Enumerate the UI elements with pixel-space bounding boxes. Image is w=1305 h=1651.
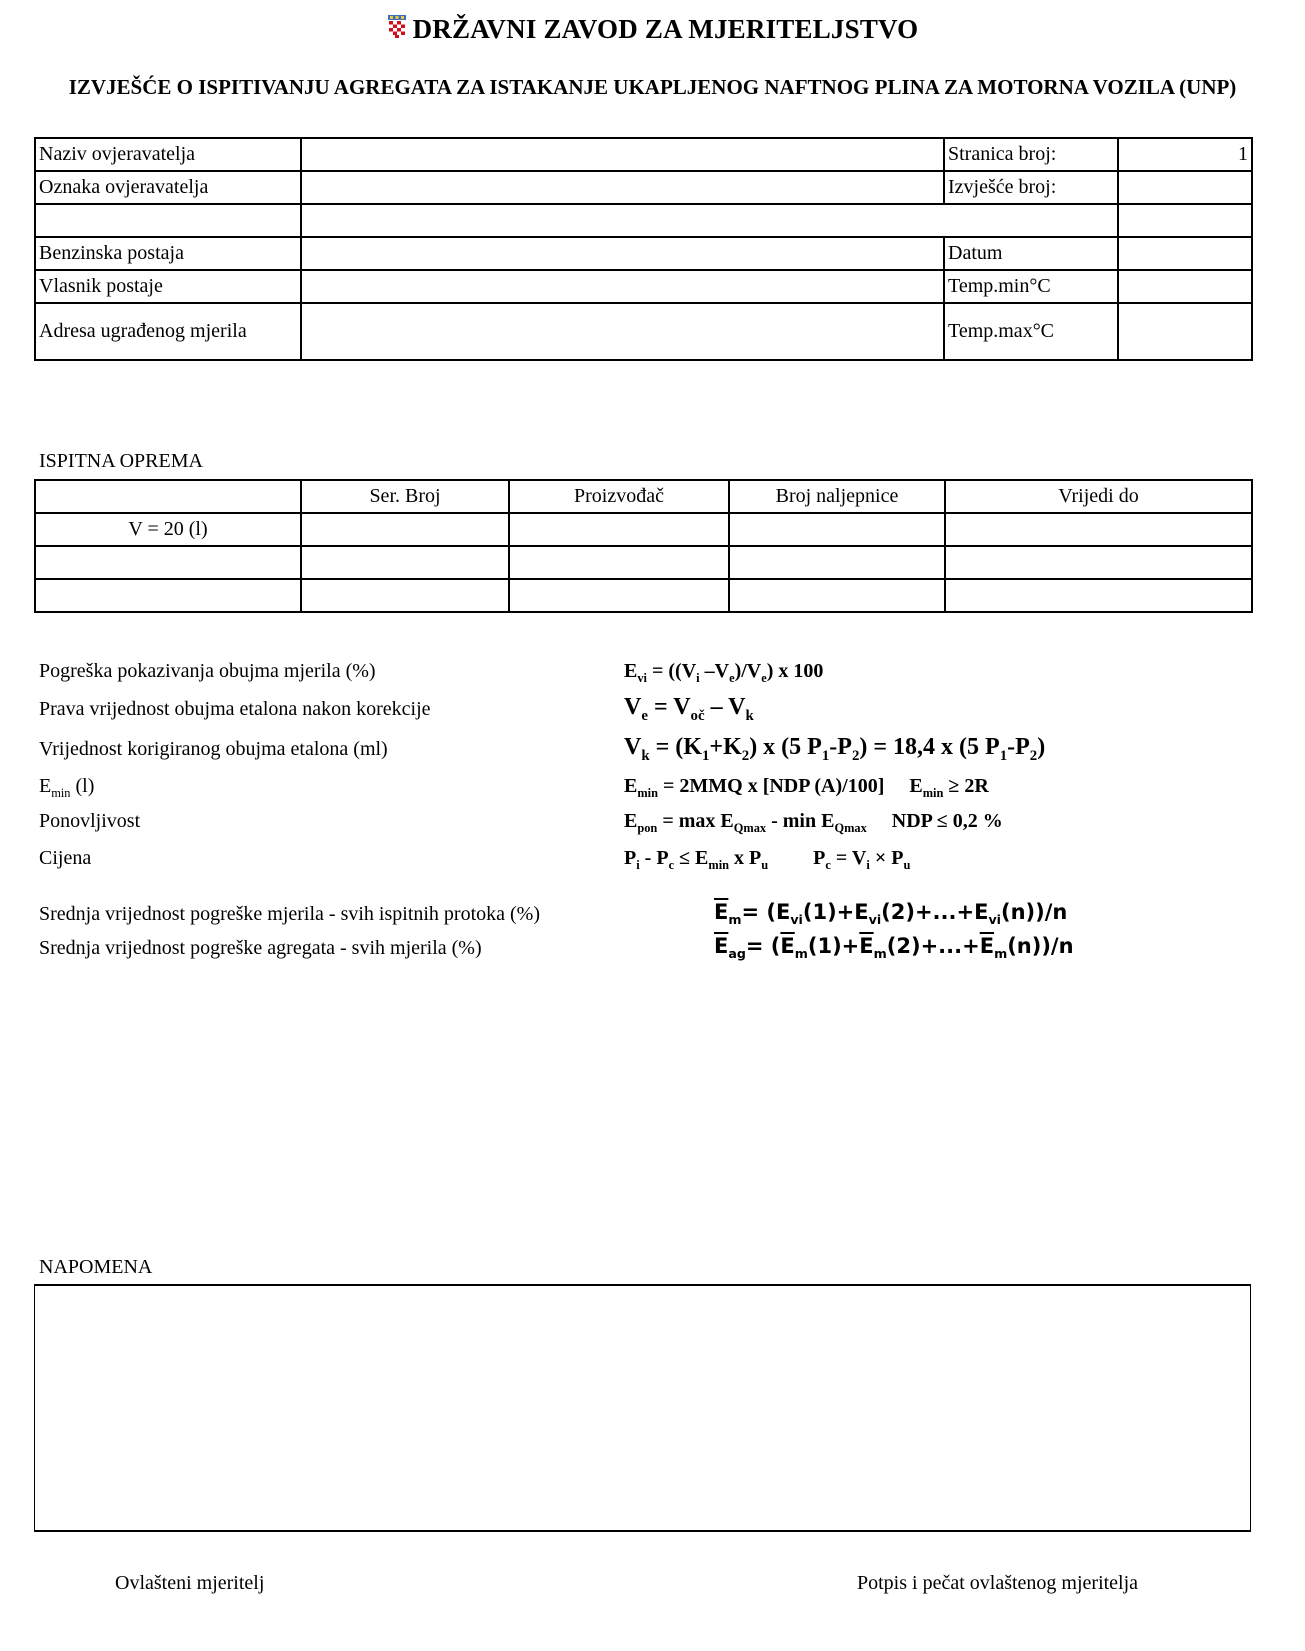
formula-label: Srednja vrijednost pogreške mjerila - svih ispitnih protoka (%) — [39, 903, 541, 925]
table-row — [35, 303, 1252, 360]
formula-label: $E_{min}$ (l) — [39, 775, 95, 800]
table-row — [35, 579, 1252, 612]
institution-title — [0, 14, 1305, 45]
notes-label: NAPOMENA — [39, 1256, 153, 1278]
formula-error-indication: $E_{vi} = ((V_i$ $-V_e)/V_e$) x 100 — [624, 660, 824, 685]
valid-until-field[interactable] — [945, 513, 1252, 546]
gas-station-field[interactable] — [301, 237, 944, 270]
authorized-verifier-label: Ovlašteni mjeritelj — [115, 1572, 265, 1594]
table-row — [35, 138, 1252, 171]
formula-price: $P_i - P_c \le E_{min}$ x $P_u$ $P_c = V_i \times P_u$ — [624, 847, 911, 872]
formula-label: Cijena — [39, 847, 92, 869]
manufacturer-field[interactable] — [509, 513, 729, 546]
temp-min-field[interactable] — [1118, 270, 1252, 303]
info-label: Temp.min°C — [944, 270, 1118, 303]
column-header: Ser. Broj — [301, 480, 509, 513]
serial-number-field[interactable] — [301, 513, 509, 546]
label-number-field[interactable] — [729, 579, 945, 612]
column-header: Vrijedi do — [945, 480, 1252, 513]
blank-field[interactable] — [1118, 204, 1252, 237]
formula-corrected-volume: $V_k = (K_1+K_2)$ x (5 $P_1-P_2) = 18,4$ x (5 $P_1-P_2$) — [624, 734, 1046, 764]
signature-stamp-label: Potpis i pečat ovlaštenog mjeritelja — [857, 1572, 1139, 1594]
equipment-section-label: ISPITNA OPREMA — [39, 450, 203, 472]
table-row — [35, 270, 1252, 303]
info-label: Datum — [944, 237, 1118, 270]
valid-until-field[interactable] — [945, 579, 1252, 612]
formula-label: Srednja vrijednost pogreške agregata - svih mjerila (%) — [39, 937, 482, 959]
meter-address-field[interactable] — [301, 303, 944, 360]
table-row — [35, 204, 1252, 237]
notes-field[interactable] — [34, 1284, 1251, 1532]
equipment-table — [34, 479, 1253, 613]
formula-repeatability: $E_{pon} = \max E_{Qmax} - \min E_{Qmax}$ NDP ≤ 0,2 % — [624, 810, 1003, 835]
table-header-row — [35, 480, 1252, 513]
info-label — [35, 204, 301, 237]
formula-label: Vrijednost korigiranog obujma etalona (ml) — [39, 738, 388, 760]
formula-label: Ponovljivost — [39, 810, 141, 832]
serial-number-field[interactable] — [301, 579, 509, 612]
croatian-coat-of-arms-icon — [387, 15, 407, 41]
label-number-field[interactable] — [729, 513, 945, 546]
table-row — [35, 171, 1252, 204]
formula-emin: $E_{min} = 2MMQ$ x [NDP (A)/100] $E_{min} \ge 2R$ — [624, 775, 989, 800]
report-title: IZVJEŠĆE O ISPITIVANJU AGREGATA ZA ISTAKANJE UKAPLJENOG NAFTNOG PLINA ZA MOTORNA VOZILA (UNP) — [68, 75, 1237, 99]
station-owner-field[interactable] — [301, 270, 944, 303]
valid-until-field[interactable] — [945, 546, 1252, 579]
formula-true-volume: $V_e = V_{oč} - V_k$ — [624, 694, 754, 724]
institution-name: DRŽAVNI ZAVOD ZA MJERITELJSTVO — [412, 14, 919, 44]
info-label: Benzinska postaja — [35, 237, 301, 270]
formula-label: Prava vrijednost obujma etalona nakon korekcije — [39, 698, 431, 720]
verifier-name-field[interactable] — [301, 138, 944, 171]
info-label: Stranica broj: — [944, 138, 1118, 171]
info-label: Temp.max°C — [944, 303, 1118, 360]
table-row — [35, 513, 1252, 546]
info-label: Izvješće broj: — [944, 171, 1118, 204]
info-label: Oznaka ovjeravatelja — [35, 171, 301, 204]
verifier-code-field[interactable] — [301, 171, 944, 204]
blank-field[interactable] — [301, 204, 1118, 237]
page-number-field[interactable]: 1 — [1118, 138, 1252, 171]
report-info-table — [34, 137, 1253, 361]
equipment-name[interactable] — [35, 579, 301, 612]
manufacturer-field[interactable] — [509, 546, 729, 579]
formula-label: Pogreška pokazivanja obujma mjerila (%) — [39, 660, 376, 682]
table-row — [35, 237, 1252, 270]
column-header: Broj naljepnice — [729, 480, 945, 513]
temp-max-field[interactable] — [1118, 303, 1252, 360]
table-row — [35, 546, 1252, 579]
formula-mean-aggregate-error: $\overline{E}_{ag}= (\overline{E}_m(1)+\overline{E}_m(2)+...+\overline{E}_m(n))/n$ — [714, 934, 1074, 962]
column-header — [35, 480, 301, 513]
info-label: Naziv ovjeravatelja — [35, 138, 301, 171]
formula-mean-meter-error: $\overline{E}_m= (E_{vi}(1)+E_{vi}(2)+...+E_{vi}(n))/n$ — [714, 900, 1068, 928]
serial-number-field[interactable] — [301, 546, 509, 579]
label-number-field[interactable] — [729, 546, 945, 579]
report-number-field[interactable] — [1118, 171, 1252, 204]
column-header: Proizvođač — [509, 480, 729, 513]
info-label: Vlasnik postaje — [35, 270, 301, 303]
date-field[interactable] — [1118, 237, 1252, 270]
manufacturer-field[interactable] — [509, 579, 729, 612]
equipment-name[interactable] — [35, 546, 301, 579]
equipment-name: V = 20 (l) — [35, 513, 301, 546]
info-label: Adresa ugrađenog mjerila — [35, 303, 301, 360]
